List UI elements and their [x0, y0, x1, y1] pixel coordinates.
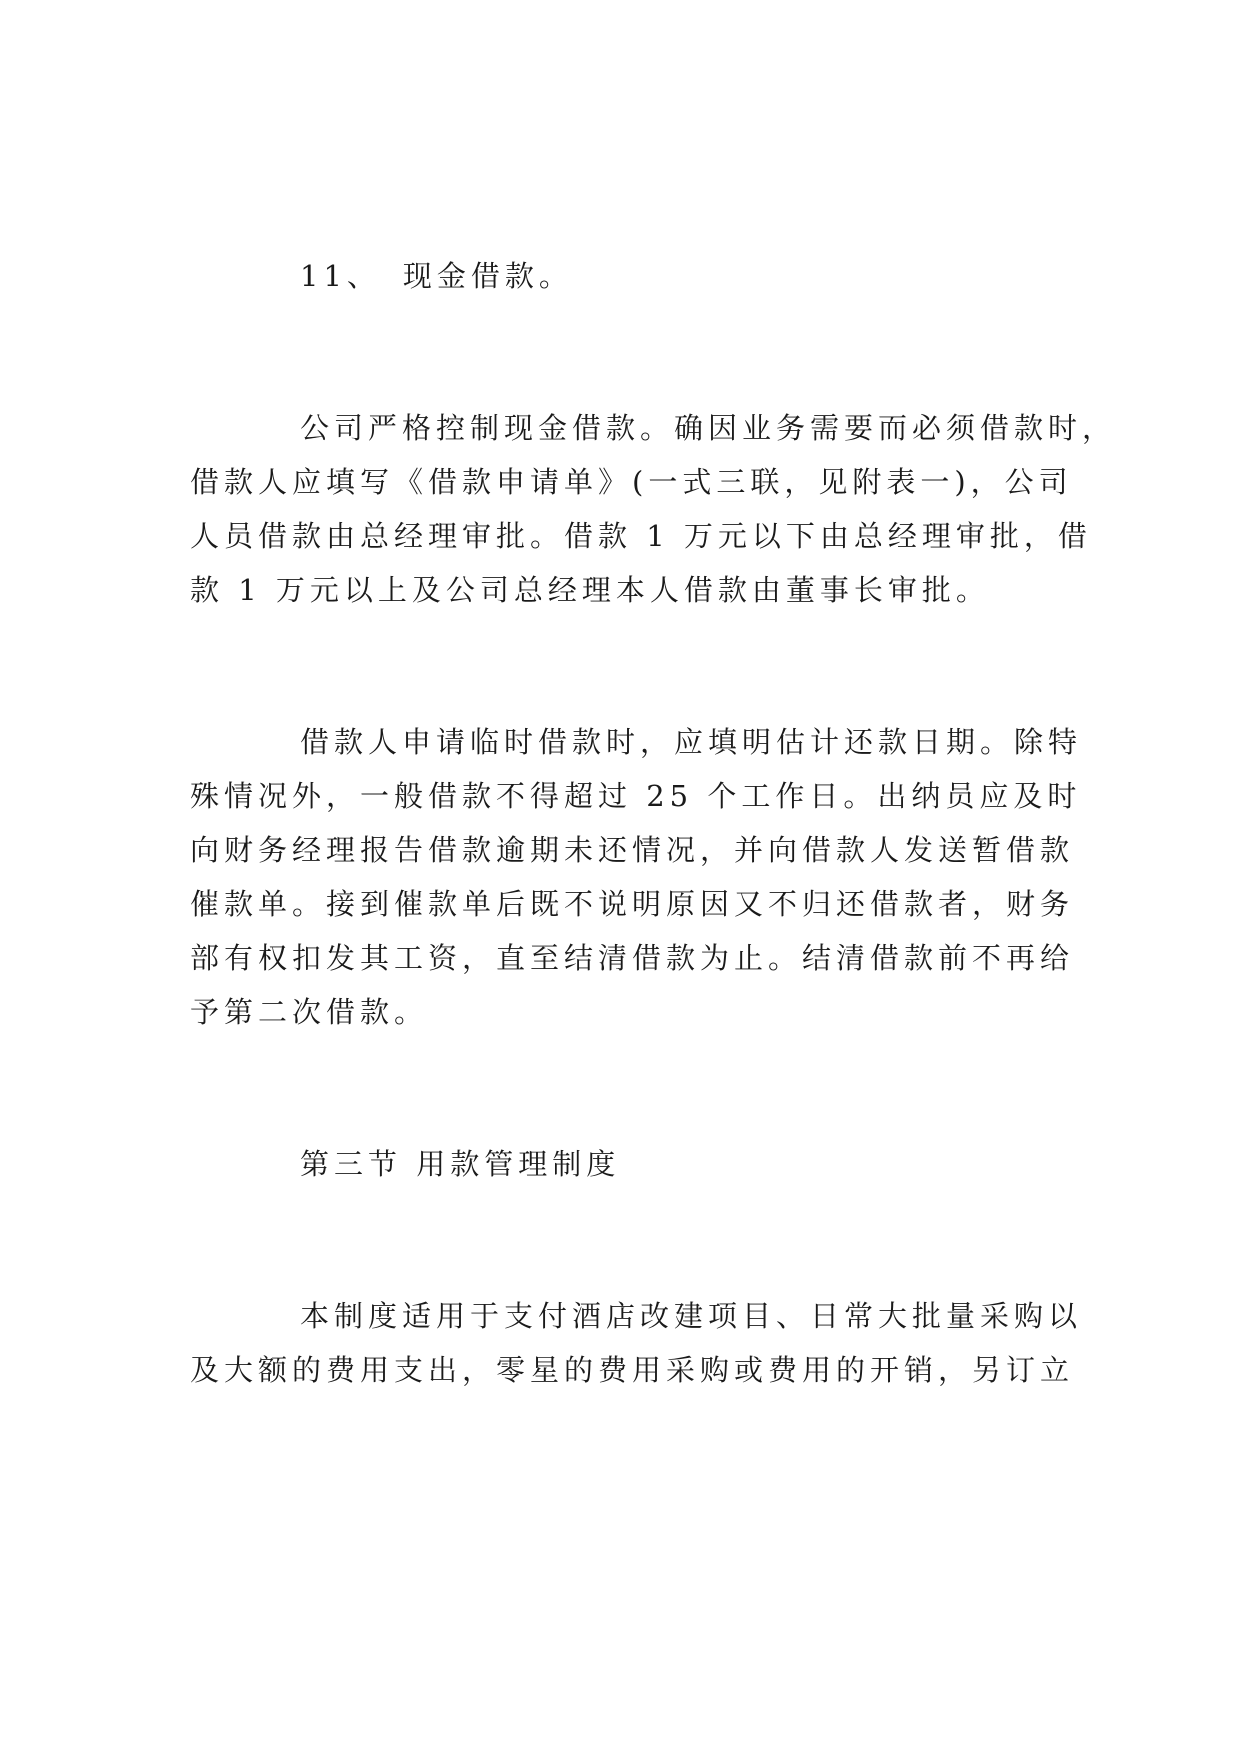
item-title: 现金借款。: [402, 259, 573, 293]
paragraph1-line-4: 款 1 万元以上及公司总经理本人借款由董事长审批。: [190, 573, 990, 607]
paragraph2-line-6: 予第二次借款。: [190, 995, 429, 1029]
paragraph1-line-1: 公司严格控制现金借款。确因业务需要而必须借款时，: [300, 411, 1117, 445]
paragraph3-line-2: 及大额的费用支出，零星的费用采购或费用的开销，另订立: [190, 1353, 1075, 1387]
paragraph2-line-3: 向财务经理报告借款逾期未还情况，并向借款人发送暂借款: [190, 833, 1075, 867]
paragraph2-line-5: 部有权扣发其工资，直至结清借款为止。结清借款前不再给: [190, 941, 1075, 975]
section-heading: 第三节 用款管理制度: [300, 1147, 621, 1181]
paragraph3-line-1: 本制度适用于支付酒店改建项目、日常大批量采购以: [300, 1299, 1083, 1333]
paragraph1-line-3: 人员借款由总经理审批。借款 1 万元以下由总经理审批，借: [190, 519, 1092, 553]
paragraph2-line-2: 殊情况外，一般借款不得超过 25 个工作日。出纳员应及时: [190, 779, 1082, 813]
paragraph1-line-2: 借款人应填写《借款申请单》(一式三联，见附表一)，公司: [190, 465, 1073, 499]
paragraph2-line-4: 催款单。接到催款单后既不说明原因又不归还借款者，财务: [190, 887, 1075, 921]
item-number: 11、: [300, 259, 381, 293]
item-heading: [300, 258, 573, 294]
paragraph2-line-1: 借款人申请临时借款时，应填明估计还款日期。除特: [300, 725, 1083, 759]
